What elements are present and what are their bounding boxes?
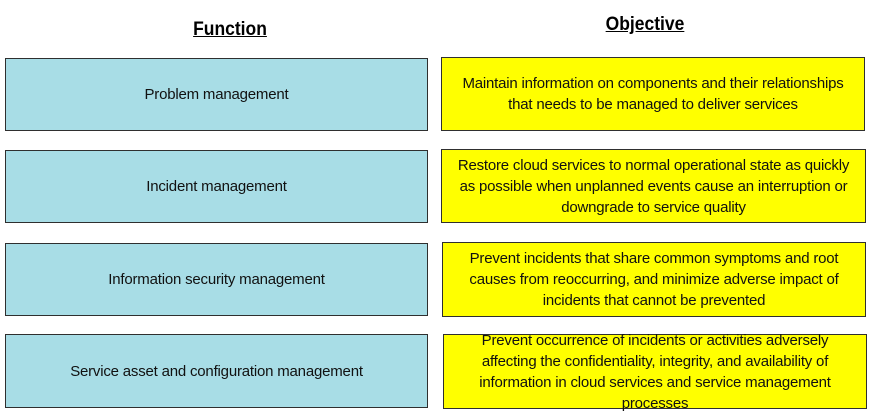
objective-text: Prevent incidents that share common symptoms and root causes from reoccurring, and minimize adverse impact of incidents that cannot be prevented [469, 250, 839, 309]
function-box-service-asset-configuration-management[interactable] [5, 334, 428, 408]
objective-box-3[interactable] [442, 242, 866, 317]
function-box-information-security-management[interactable] [5, 243, 428, 316]
function-column-header: Function [193, 19, 267, 40]
objective-box-1[interactable] [441, 57, 865, 131]
objective-box-4[interactable] [443, 331, 867, 412]
objective-column-header: Objective [605, 14, 685, 35]
objective-box-2[interactable] [441, 149, 866, 223]
objective-text: Maintain information on components and their relationships that needs to be managed to deliver services [462, 75, 844, 113]
function-label: Service asset and configuration management [70, 362, 363, 380]
function-label: Information security management [108, 271, 325, 288]
function-box-incident-management[interactable] [5, 150, 428, 223]
function-box-problem-management[interactable] [5, 58, 428, 131]
objective-text: Restore cloud services to normal operational state as quickly as possible when unplanned events cause an interruption or downgrade to service quality [457, 156, 850, 216]
function-label: Incident management [146, 178, 287, 195]
objective-text: Prevent occurrence of incidents or activities adversely affecting the confidentiality, integrity, and availability of information in cloud services and service management processes [479, 331, 831, 412]
function-label: Problem management [144, 86, 289, 103]
